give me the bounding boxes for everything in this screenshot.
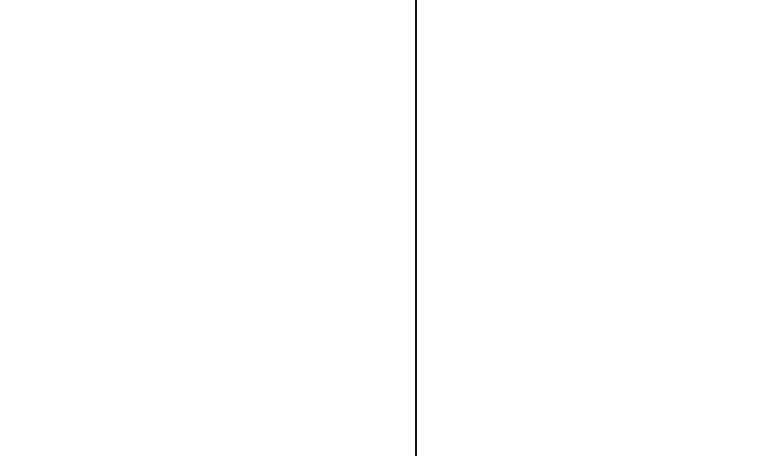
column-divider [415, 0, 417, 456]
